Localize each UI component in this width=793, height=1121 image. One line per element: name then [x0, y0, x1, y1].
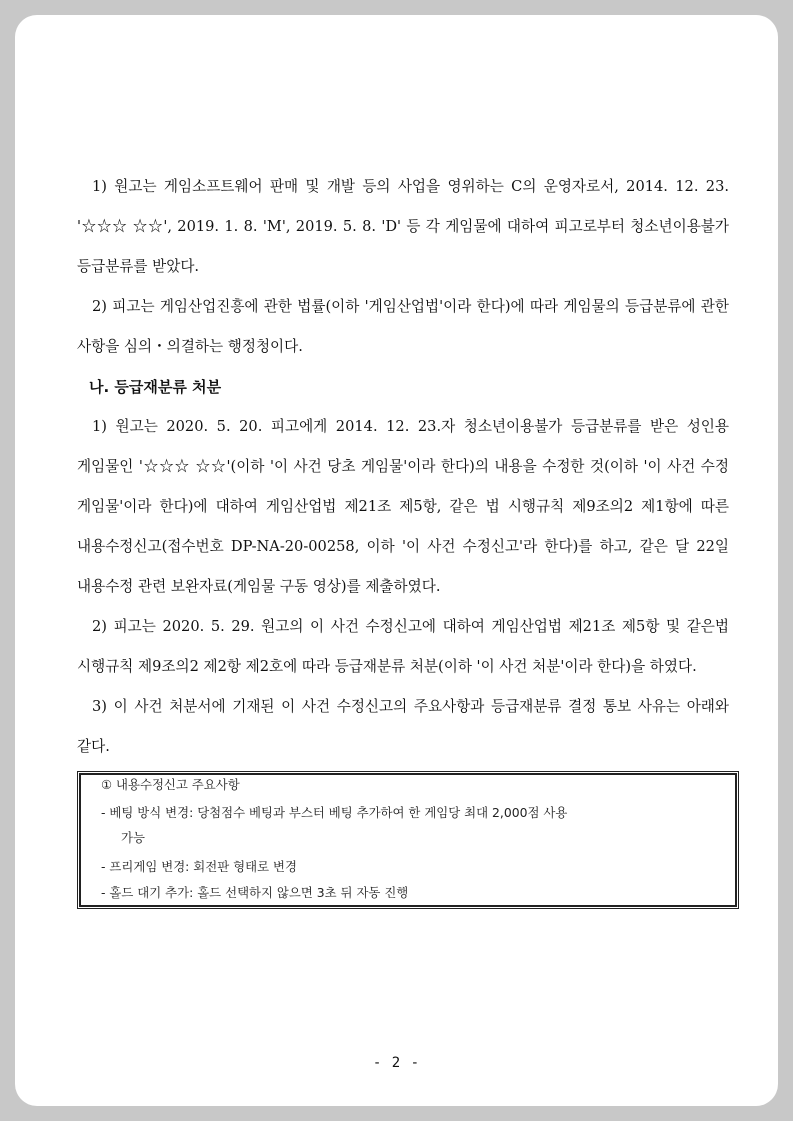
modification-summary-box	[79, 773, 737, 907]
paragraph-defendant-agency: 2) 피고는 게임산업진흥에 관한 법률(이하 '게임산업법'이라 한다)에 따라 게임물의 등급분류에 관한 사항을 심의・의결하는 행정청이다.	[77, 298, 729, 355]
box-item-betting: - 베팅 방식 변경: 당첨점수 베팅과 부스터 베팅 추가하여 한 게임당 최대 2,000점 사용	[101, 805, 568, 820]
document-body	[77, 167, 729, 907]
page-number: - 2 -	[372, 1055, 421, 1071]
paragraph-reclassification: 2) 피고는 2020. 5. 29. 원고의 이 사건 수정신고에 대하여 게임산업법 제21조 제5항 및 같은법 시행규칙 제9조의2 제2항 제2호에 따라 등급재분류 처분(이하 '이 사건 처분'이라 한다)을 하였다.	[77, 618, 729, 675]
section-heading: 나. 등급재분류 처분	[89, 378, 222, 396]
paragraph-notice-reason: 3) 이 사건 처분서에 기재된 이 사건 수정신고의 주요사항과 등급재분류 결정 통보 사유는 아래와 같다.	[77, 698, 729, 755]
box-title: ① 내용수정신고 주요사항	[101, 777, 240, 792]
box-item-hold: - 홀드 대기 추가: 홀드 선택하지 않으면 3초 뒤 자동 진행	[101, 885, 409, 900]
box-item-betting-cont: 가능	[121, 830, 145, 845]
document-page	[15, 15, 778, 1106]
box-item-freegame: - 프리게임 변경: 회전판 형태로 변경	[101, 859, 297, 874]
paragraph-plaintiff-operator: 1) 원고는 게임소프트웨어 판매 및 개발 등의 사업을 영위하는 C의 운영자로서, 2014. 12. 23. '☆☆☆ ☆☆', 2019. 1. 8. 'M', 2019. 5. 8. 'D' 등 각 게임물에 대하여 피고로부터 청소년이용불가 등급분류를 받았다.	[77, 178, 729, 275]
paragraph-modification-report: 1) 원고는 2020. 5. 20. 피고에게 2014. 12. 23.자 청소년이용불가 등급분류를 받은 성인용 게임물인 '☆☆☆ ☆☆'(이하 '이 사건 당초 게임물'이라 한다)의 내용을 수정한 것(이하 '이 사건 수정 게임물'이라 한다)에 대하여 게임산업법 제21조 제5항, 같은 법 시행규칙 제9조의2 제1항에 따른 내용수정신고(접수번호 DP-NA-20-00258, 이하 '이 사건 수정신고'라 한다)를 하고, 같은 달 22일 내용수정 관련 보완자료(게임물 구동 영상)를 제출하였다.	[77, 418, 729, 595]
